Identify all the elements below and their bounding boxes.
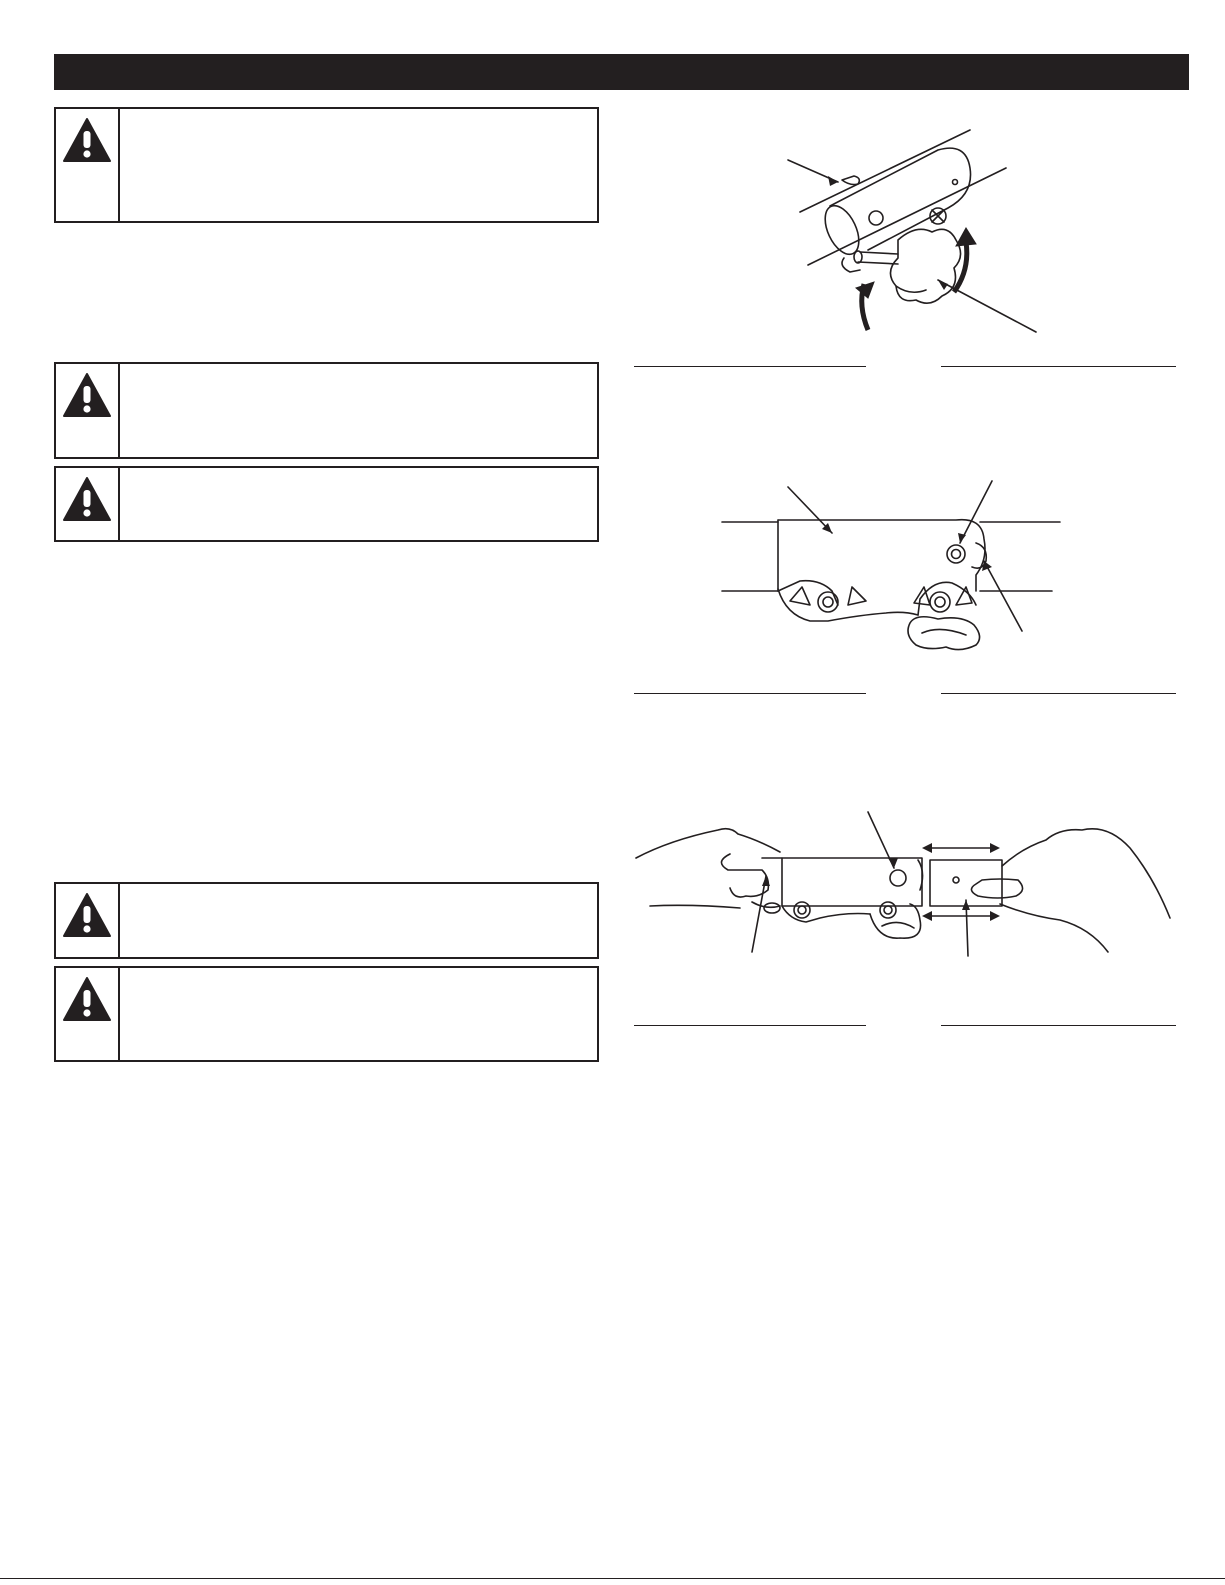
figure-insert-attachment <box>630 800 1185 975</box>
warning-triangle-icon <box>62 892 112 938</box>
figure-3-caption-rule-left <box>634 1025 866 1026</box>
warning-box-2 <box>54 362 599 459</box>
figure-3-caption-rule-right <box>941 1025 1176 1026</box>
warning-triangle-icon <box>62 117 112 163</box>
figure-1-caption-rule-left <box>634 366 866 367</box>
footer-rule <box>0 1578 1225 1579</box>
figure-1-caption-rule-right <box>941 366 1176 367</box>
warning-box-1 <box>54 107 599 223</box>
section-header-bar <box>54 54 1189 90</box>
figure-coupler-side-view <box>720 475 1070 660</box>
warning-box-4 <box>54 882 599 959</box>
figure-coupler-knob <box>770 120 1060 345</box>
warning-box-5 <box>54 966 599 1062</box>
warning-box-3 <box>54 466 599 542</box>
warning-triangle-icon <box>62 476 112 522</box>
warning-triangle-icon <box>62 976 112 1022</box>
figure-2-caption-rule-left <box>634 693 866 694</box>
figure-2-caption-rule-right <box>941 693 1176 694</box>
warning-triangle-icon <box>62 372 112 418</box>
